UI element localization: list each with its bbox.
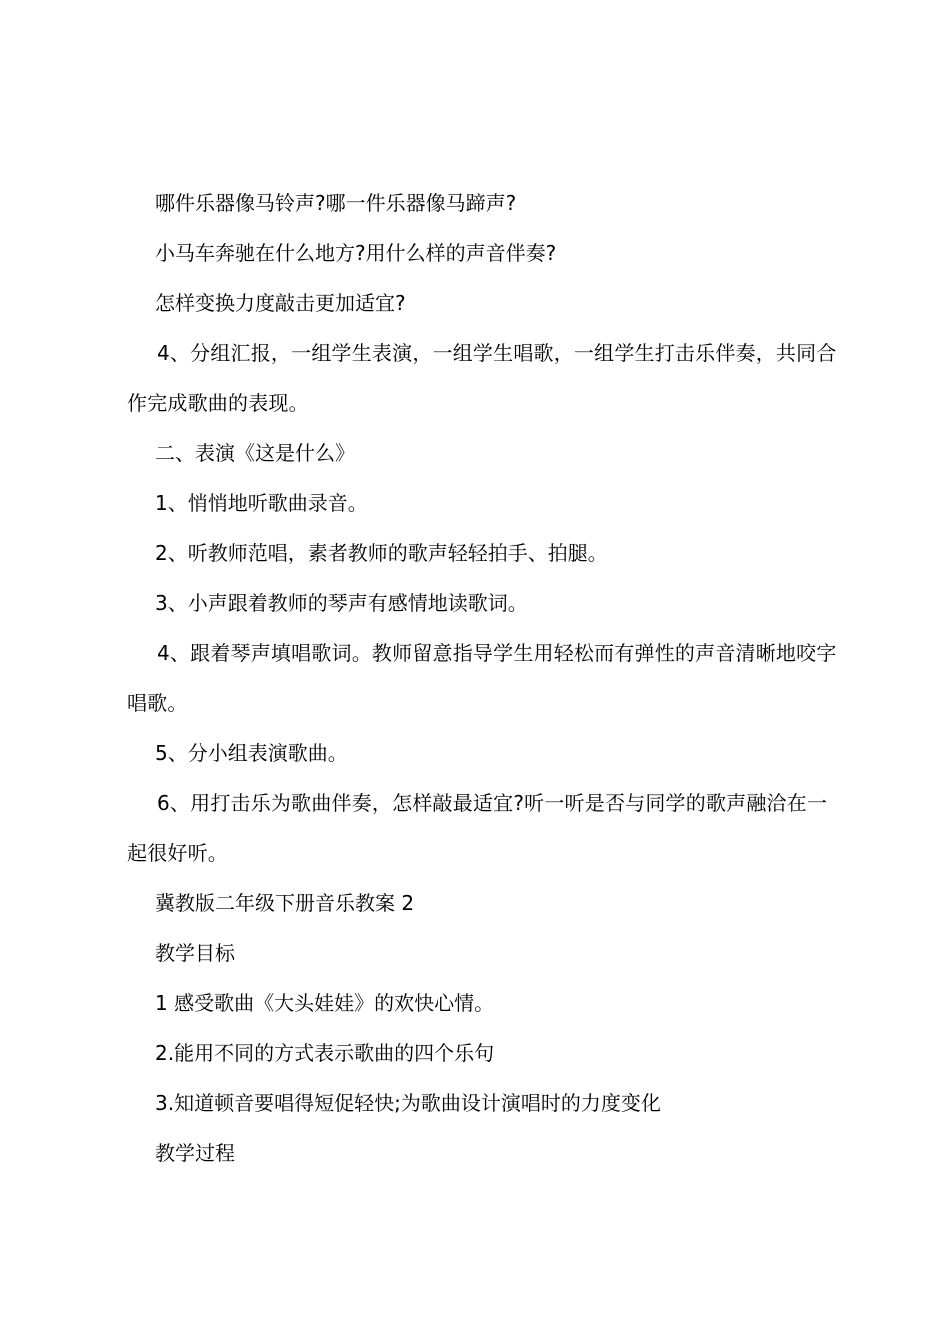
goal-item-1: 1 感受歌曲《大头娃娃》的欢快心情。 [155,991,495,1015]
heading-teaching-process: 教学过程 [155,1141,235,1165]
paragraph-step-2: 2、听教师范唱，素者教师的歌声轻轻拍手、拍腿。 [155,541,608,565]
paragraph-step-5: 5、分小组表演歌曲。 [155,741,348,765]
paragraph-question-bells: 哪件乐器像马铃声?哪一件乐器像马蹄声? [155,191,517,215]
goal-item-2: 2.能用不同的方式表示歌曲的四个乐句 [155,1041,495,1065]
paragraph-step-4: 4、跟着琴声填唱歌词。教师留意指导学生用轻松而有弹性的声音清晰地咬字唱歌。 [127,641,837,715]
heading-teaching-goals: 教学目标 [155,941,235,965]
paragraph-group-report: 4、分组汇报，一组学生表演，一组学生唱歌，一组学生打击乐伴奏，共同合作完成歌曲的表现。 [127,341,837,415]
section-heading-perform: 二、表演《这是什么》 [155,441,355,465]
lesson-title-2: 冀教版二年级下册音乐教案 2 [155,891,415,915]
paragraph-step-6: 6、用打击乐为歌曲伴奏，怎样敲最适宜?听一听是否与同学的歌声融洽在一起很好听。 [127,791,828,865]
goal-item-3: 3.知道顿音要唱得短促轻快;为歌曲设计演唱时的力度变化 [155,1091,661,1115]
paragraph-question-dynamics: 怎样变换力度敲击更加适宜? [155,291,406,315]
paragraph-question-place: 小马车奔驰在什么地方?用什么样的声音伴奏? [155,241,557,265]
document-body [127,178,839,1178]
paragraph-step-3: 3、小声跟着教师的琴声有感情地读歌词。 [155,591,528,615]
paragraph-step-1: 1、悄悄地听歌曲录音。 [155,491,368,515]
